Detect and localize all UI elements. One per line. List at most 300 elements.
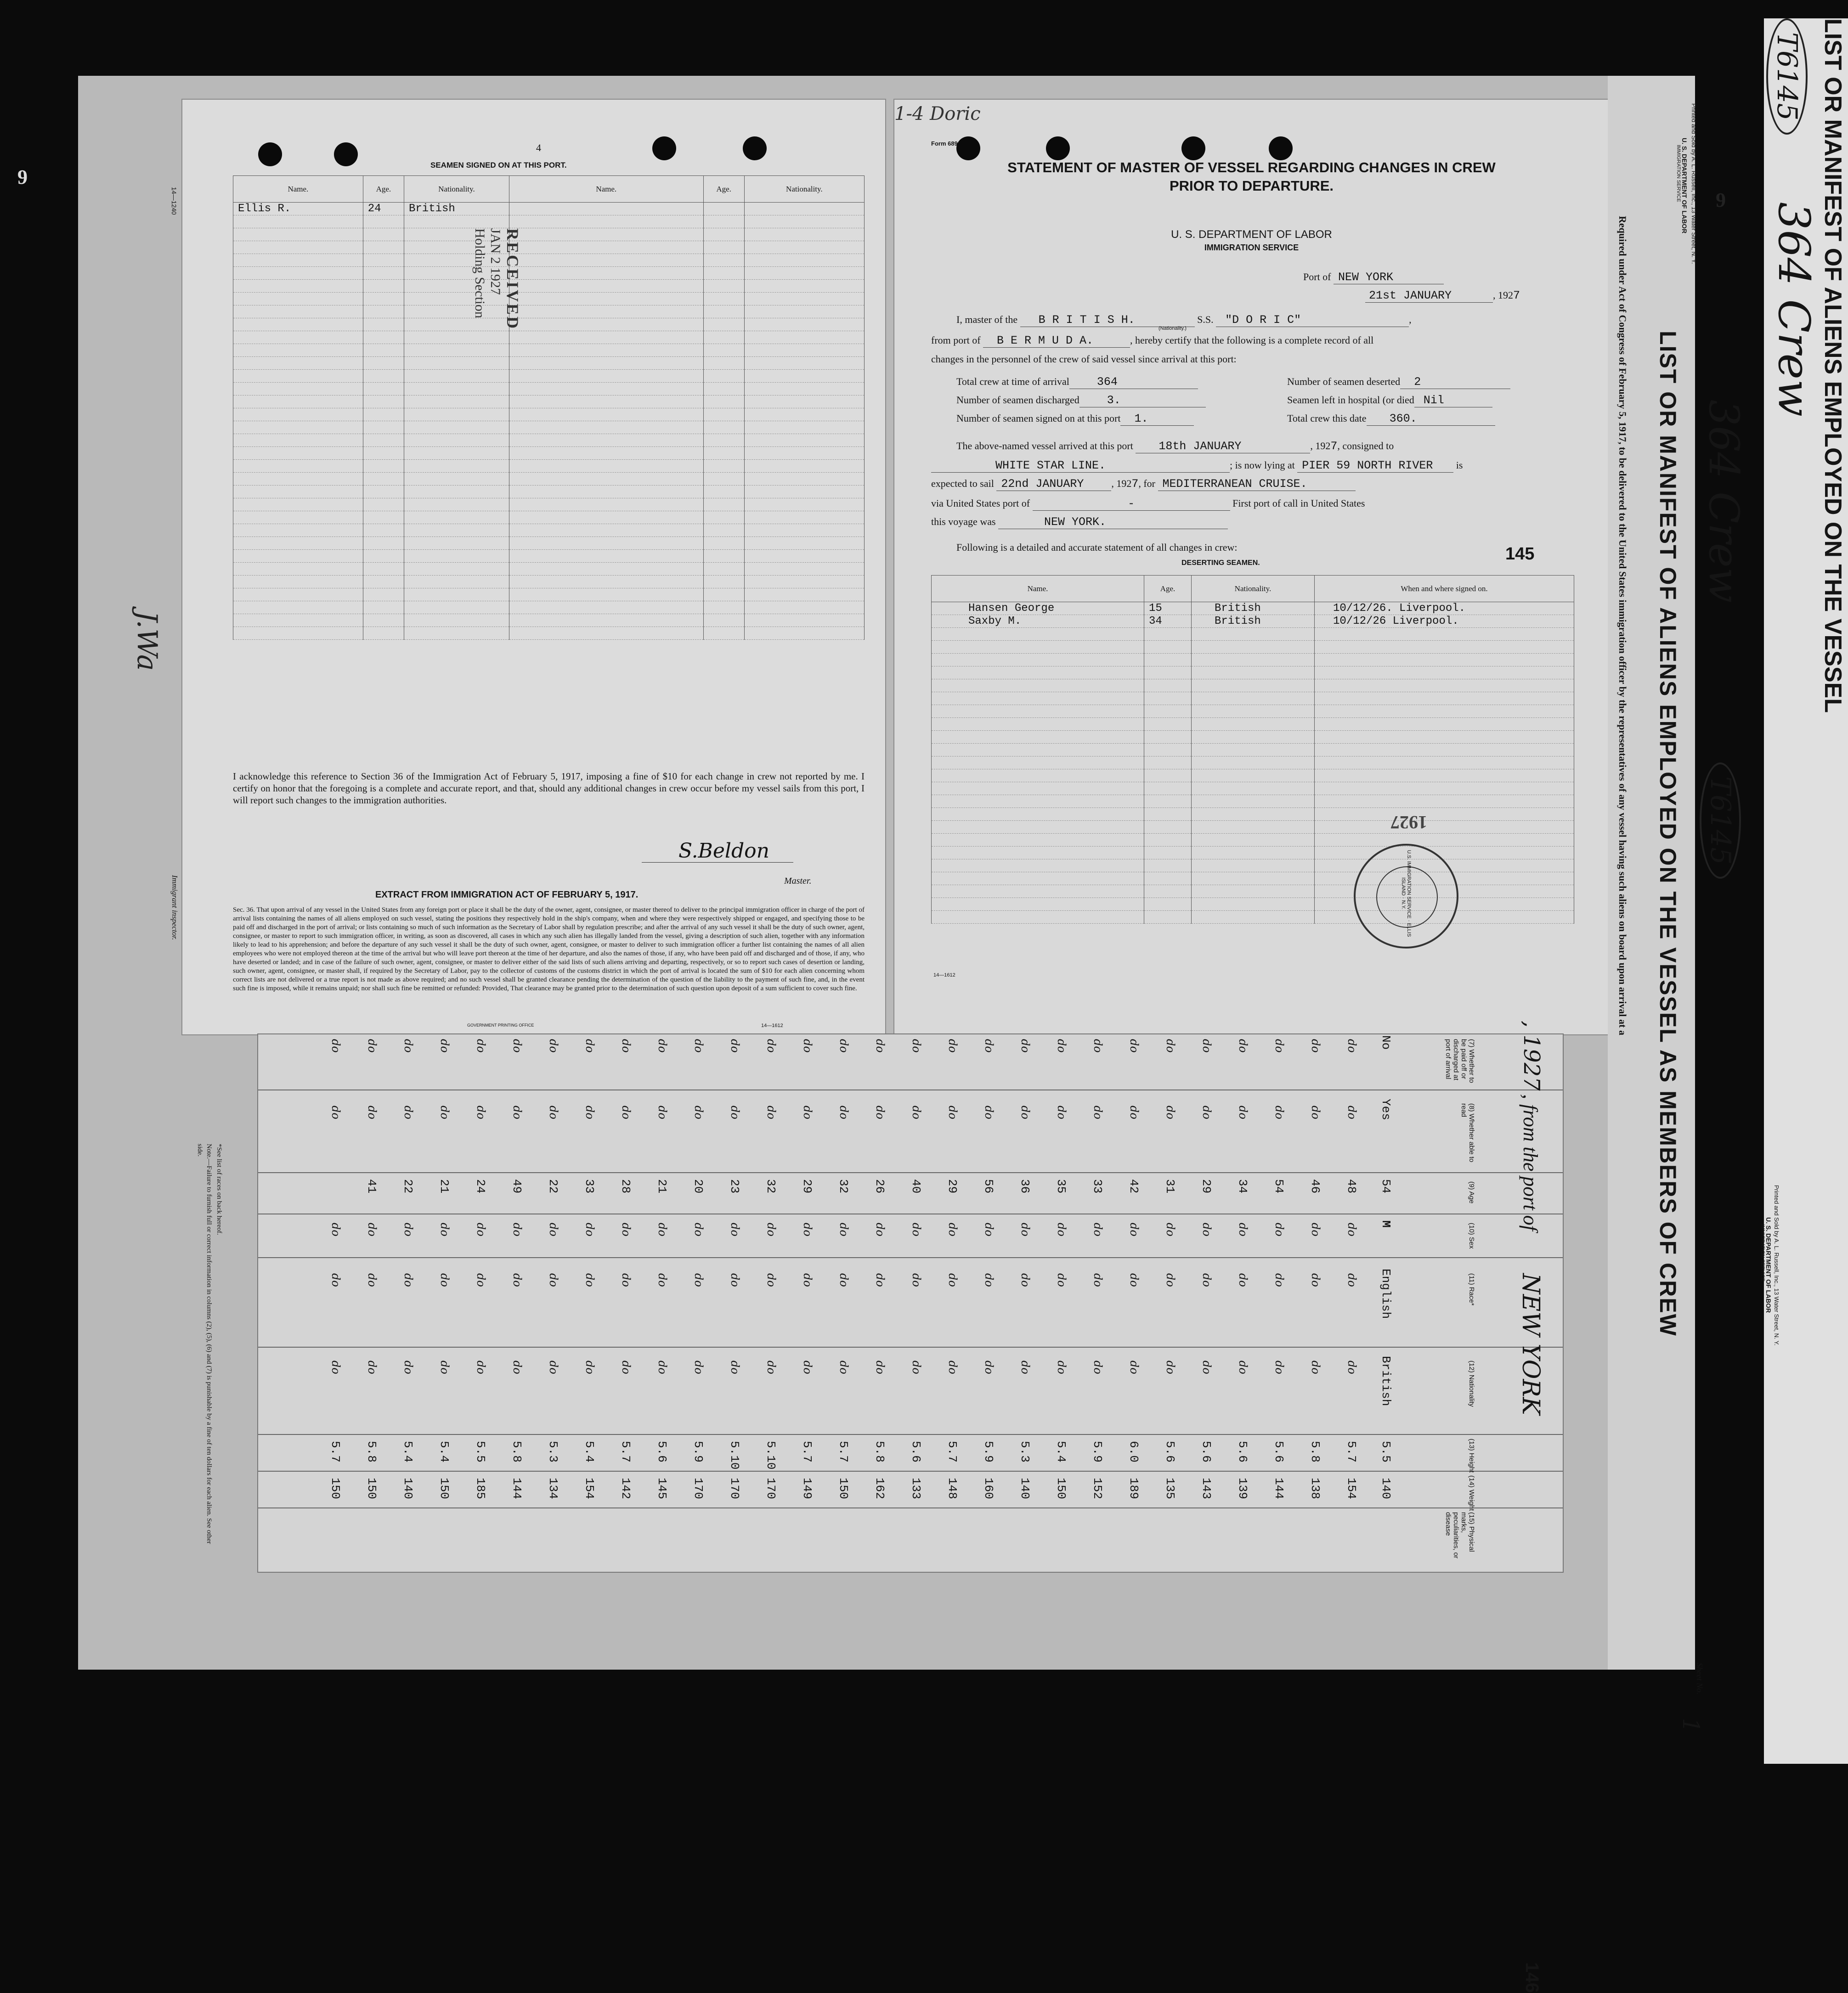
manifest-cell: do [1200, 1361, 1213, 1374]
manifest-cell: do [475, 1273, 487, 1287]
manifest-cell: do [1091, 1223, 1104, 1236]
col-age: Age. [363, 176, 404, 203]
consignee: WHITE STAR LINE. [931, 459, 1230, 473]
page-title: SEAMEN SIGNED ON AT THIS PORT. [430, 161, 567, 169]
manifest-cell: do [366, 1273, 379, 1287]
manifest-cell: do [1200, 1039, 1213, 1053]
col-header-read: (8) Whether able to read [1460, 1103, 1475, 1163]
page-stamp-number: 145 [1505, 544, 1535, 564]
manifest-cell: do [946, 1106, 959, 1119]
changes-line: changes in the personnel of the crew of said vessel since arrival at this port: [931, 353, 1237, 365]
manifest-cell: 49 [510, 1179, 524, 1194]
seamen-signed-on: 1. [1120, 412, 1194, 426]
manifest-cell: do [438, 1039, 451, 1053]
manifest-cell: do [983, 1106, 995, 1119]
following-line: Following is a detailed and accurate statement of all changes in crew: [956, 542, 1238, 553]
manifest-cell: do [729, 1039, 741, 1053]
manifest-cell: do [1128, 1273, 1141, 1287]
weight-first: 140 [1379, 1478, 1393, 1499]
extract-text: Sec. 36. That upon arrival of any vessel in the United States from any foreign port or place it shall be the duty of the owner, agent, consignee, or master thereof to deliver to the principal immigration officer in charge of the port of arrival lists containing the names of all aliens employed on such vessel, stating the positions they respectively hold in the ship's company, when and where they were respectively shipped or engaged, and specifying those to be paid off and discharged in the port of arrival; or lists containing so much of such information as the Secretary of Labor shall by regulation prescribe; and after the arrival of any such vessel it shall be the duty of such owner, agent, consignee, or master to report to such immigration officer, in writing, as soon as discovered, all cases in which any such alien has illegally landed from the vessel, giving a description of such alien, together with any information likely to lead to his apprehension; and before the departure of any such vessel it shall be the duty of such owner, agent, consignee, or master to deliver to such immigration officer a further list containing the names of all alien employees who were not employed thereon at the time of the arrival but who will leave port thereon at the time of her departure, and also the names of those, if any, who have been paid off and discharged and of those, if any, who have deserted or landed; and in case of the failure of such owner, agent, consignee, or master to deliver either of the said lists of such aliens arriving and departing, respectively, or so to report such cases of desertion or landing, such owner, agent, consignee, or master shall, if required by the Secretary of Labor, pay to the collector of customs of the customs district in which the port of arrival is located the sum of $10 for each alien concerning whom correct lists are not delivered or a true report is not made as above required; and no such vessel shall be granted clearance pending the determination of the question of the liability to the payment of such fine, and, in the event such fine is imposed, while it remains unpaid; nor shall such fine be remitted or refunded: Provided, That clearance may be granted prior to the determination of such question upon deposit of a sum sufficient to cover such fine. [233, 906, 865, 992]
col-name: Name. [932, 576, 1144, 602]
statement-of-master-page [893, 99, 1610, 1035]
row-divider [258, 1471, 1563, 1472]
manifest-cell: do [329, 1361, 342, 1374]
punch-hole [956, 136, 980, 160]
manifest-cell: do [692, 1361, 705, 1374]
read-first: Yes [1379, 1099, 1393, 1120]
manifest-cell: do [1345, 1039, 1358, 1053]
manifest-cell: 5.8 [873, 1441, 887, 1462]
deserter-age: 15 [1144, 602, 1192, 615]
manifest-cell: do [1164, 1361, 1177, 1374]
date-line: 21st JANUARY , 1927 [1365, 289, 1520, 303]
col-name-2: Name. [509, 176, 703, 203]
manifest-cell: 142 [619, 1478, 633, 1499]
manifest-cell: do [329, 1039, 342, 1053]
paid-off-first: No [1379, 1035, 1393, 1050]
manifest-cell: 40 [909, 1179, 923, 1194]
manifest-cell: 134 [546, 1478, 560, 1499]
footer-ref: 14—1612 [761, 1023, 783, 1028]
manifest-cell: do [729, 1223, 741, 1236]
manifest-cell: 150 [836, 1478, 850, 1499]
seamen-discharged: 3. [1079, 394, 1206, 407]
manifest-cell: do [475, 1361, 487, 1374]
manifest-cell: 5.9 [1091, 1441, 1104, 1462]
statement-title-2: PRIOR TO DEPARTURE. [1169, 178, 1334, 194]
edge-dept: U. S. DEPARTMENT OF LABOR [1765, 1217, 1772, 1313]
punch-hole [743, 136, 767, 160]
manifest-cell: do [511, 1039, 524, 1053]
manifest-cell: do [366, 1361, 379, 1374]
manifest-cell: do [656, 1039, 669, 1053]
manifest-cell: do [547, 1106, 560, 1119]
manifest-cell: do [620, 1361, 633, 1374]
manifest-cell: do [729, 1273, 741, 1287]
manifest-cell: 149 [800, 1478, 814, 1499]
manifest-cell: 5.6 [1199, 1441, 1213, 1462]
manifest-cell: do [620, 1223, 633, 1236]
col-age-2: Age. [703, 176, 744, 203]
table-row [233, 203, 865, 215]
handwritten-reference: T6145 [1700, 762, 1741, 879]
manifest-cell: 5.8 [365, 1441, 379, 1462]
manifest-cell: 154 [582, 1478, 596, 1499]
manifest-cell: 189 [1127, 1478, 1141, 1499]
master-line: I, master of the B R I T I S H. S.S. "D O R I C" , [956, 313, 1412, 327]
manifest-cell: 5.7 [800, 1441, 814, 1462]
manifest-cell: do [1091, 1361, 1104, 1374]
manifest-cell: 154 [1345, 1478, 1358, 1499]
stamp-section: Holding Section [472, 228, 487, 318]
stat-row: Seamen left in hospital (or died Nil [1287, 394, 1492, 407]
stamp-received: RECEIVED [503, 228, 522, 331]
manifest-cell: do [801, 1361, 814, 1374]
stat-row: Number of seamen deserted 2 [1287, 375, 1510, 389]
edge-printer: Printed and Sold by A. L. Russell, Inc., 13 Water Street, N. Y. [1773, 1185, 1780, 1346]
sheet-number: 1 [1678, 1718, 1704, 1733]
manifest-cell: do [874, 1361, 887, 1374]
manifest-cell: do [692, 1223, 705, 1236]
manifest-cell: do [837, 1273, 850, 1287]
manifest-cell: do [874, 1039, 887, 1053]
from-port-phrase: , from the port of [1519, 1094, 1542, 1231]
col-header-weight: (14) Weight [1468, 1475, 1475, 1511]
manifest-cell: 5.10 [764, 1441, 778, 1470]
punch-hole [652, 136, 676, 160]
manifest-cell: do [983, 1223, 995, 1236]
total-crew-this-date: 360. [1367, 412, 1495, 426]
manifest-cell: 139 [1236, 1478, 1249, 1499]
manifest-cell: do [547, 1361, 560, 1374]
manifest-cell: do [837, 1361, 850, 1374]
manifest-cell: do [511, 1273, 524, 1287]
manifest-cell: 29 [1199, 1179, 1213, 1194]
manifest-cell: do [547, 1039, 560, 1053]
manifest-cell: do [1200, 1223, 1213, 1236]
manifest-cell: 33 [582, 1179, 596, 1194]
punch-hole [1181, 136, 1205, 160]
manifest-cell: 22 [546, 1179, 560, 1194]
manifest-cell: 5.6 [1236, 1441, 1249, 1462]
manifest-cell: 41 [365, 1179, 379, 1194]
manifest-cell: do [547, 1223, 560, 1236]
manifest-cell: do [765, 1273, 778, 1287]
col-nationality: Nationality. [404, 176, 509, 203]
col-header-race: (11) Race* [1468, 1273, 1475, 1306]
stat-row: Total crew this date 360. [1287, 412, 1495, 426]
manifest-cell: do [438, 1273, 451, 1287]
manifest-cell: 152 [1091, 1478, 1104, 1499]
manifest-cell: 5.6 [909, 1441, 923, 1462]
nationality-value: B R I T I S H. [1020, 313, 1195, 327]
manifest-cell: do [946, 1223, 959, 1236]
statement-title: STATEMENT OF MASTER OF VESSEL REGARDING CHANGES IN CREW [1007, 159, 1496, 175]
manifest-cell: 35 [1054, 1179, 1068, 1194]
manifest-cell: do [837, 1106, 850, 1119]
signature-line [642, 862, 793, 863]
deserter-age: 34 [1144, 615, 1192, 628]
lying-at: PIER 59 NORTH RIVER [1297, 459, 1453, 473]
manifest-cell: do [438, 1106, 451, 1119]
manifest-cell: do [1273, 1361, 1286, 1374]
arrived-date: 18th JANUARY [1136, 440, 1310, 453]
manifest-cell: 140 [401, 1478, 415, 1499]
footnote-races: *See list of races on back hereof. [215, 1144, 223, 1235]
manifest-cell: do [1345, 1273, 1358, 1287]
date-value: 21st JANUARY [1365, 289, 1493, 303]
manifest-cell: 21 [655, 1179, 669, 1194]
handwritten-year: , 1927 [1519, 1021, 1544, 1091]
manifest-cell: 26 [873, 1179, 887, 1194]
deserter-name: Saxby M. [932, 615, 1144, 628]
manifest-cell: do [438, 1361, 451, 1374]
manifest-cell: 5.6 [1272, 1441, 1286, 1462]
manifest-cell: do [946, 1361, 959, 1374]
manifest-port: NEW YORK [1517, 1273, 1544, 1415]
manifest-cell: do [1019, 1223, 1032, 1236]
manifest-cell: 29 [945, 1179, 959, 1194]
manifest-cell: do [1128, 1106, 1141, 1119]
manifest-cell: do [837, 1039, 850, 1053]
manifest-cell: do [1200, 1273, 1213, 1287]
acknowledgement-text: I acknowledge this reference to Section 36 of the Immigration Act of February 5, 1917, imposing a fine of $10 for each change in crew not reported by me. I certify on honor that the foregoing is a complete and accurate report, and that, should any additional changes in crew occur before my vessel sails from this port, I will report such changes to the immigration authorities. [233, 771, 865, 806]
manifest-cell: do [1273, 1273, 1286, 1287]
manifest-cell: do [402, 1361, 415, 1374]
col-nationality-2: Nationality. [744, 176, 864, 203]
manifest-cell: do [1237, 1106, 1249, 1119]
manifest-cell: do [475, 1039, 487, 1053]
manifest-cell: do [583, 1361, 596, 1374]
expected-line: expected to sail 22nd JANUARY , 1927, for MEDITERRANEAN CRUISE. [931, 477, 1356, 491]
manifest-cell: do [583, 1223, 596, 1236]
manifest-cell: do [1345, 1361, 1358, 1374]
form-number: Form 689 [931, 140, 958, 147]
row-divider [258, 1172, 1563, 1173]
manifest-cell: do [1055, 1039, 1068, 1053]
manifest-cell: 54 [1272, 1179, 1286, 1194]
manifest-cell: 170 [764, 1478, 778, 1499]
manifest-cell: do [801, 1039, 814, 1053]
date-year: 7 [1513, 289, 1520, 302]
manifest-cell: do [1237, 1223, 1249, 1236]
manifest-cell: do [1309, 1223, 1322, 1236]
seaman-name: Ellis R. [233, 203, 363, 215]
manifest-cell: do [1128, 1223, 1141, 1236]
col-header-age: (9) Age [1468, 1181, 1475, 1204]
seamen-deserted: 2 [1400, 375, 1510, 389]
department: U. S. DEPARTMENT OF LABOR [1171, 228, 1332, 241]
master-label: Master. [784, 876, 812, 886]
col-header-paid-off: (7) Whether to be paid off or discharged at port of arrival [1444, 1039, 1475, 1083]
manifest-cell: 5.3 [546, 1441, 560, 1462]
manifest-cell: do [946, 1273, 959, 1287]
arrived-year: 7 [1330, 440, 1338, 453]
manifest-cell: 144 [1272, 1478, 1286, 1499]
sheet-label: Sheet No. [1695, 1663, 1704, 1694]
destination: MEDITERRANEAN CRUISE. [1158, 477, 1356, 491]
received-stamp [472, 228, 522, 330]
handwritten-crew-count: 364 Crew [1700, 400, 1748, 603]
manifest-title: LIST OR MANIFEST OF ALIENS EMPLOYED ON THE VESSEL AS MEMBERS OF CREW [1655, 331, 1681, 1337]
manifest-cell: do [1200, 1106, 1213, 1119]
manifest-cell: do [402, 1039, 415, 1053]
handwritten-note: 1-4 Doric [894, 103, 981, 124]
via-line: via United States port of - First port of call in United States [931, 497, 1365, 510]
height-first: 5.5 [1379, 1441, 1393, 1462]
manifest-cell: do [801, 1223, 814, 1236]
col-name: Name. [233, 176, 363, 203]
manifest-cell: do [874, 1223, 887, 1236]
manifest-cell: do [1164, 1106, 1177, 1119]
col-header-physical-marks: (15) Physical marks, peculiarities, or disease [1444, 1512, 1475, 1558]
manifest-cell: 150 [328, 1478, 342, 1499]
manifest-cell: do [475, 1106, 487, 1119]
edge-crew-count: 364 Crew [1769, 202, 1819, 417]
manifest-cell: 22 [401, 1179, 415, 1194]
deserter-nationality: British [1192, 615, 1315, 628]
table-row [932, 602, 1574, 615]
manifest-cell: do [402, 1223, 415, 1236]
manifest-cell: do [656, 1223, 669, 1236]
manifest-cell: 160 [982, 1478, 995, 1499]
row-divider [258, 1434, 1563, 1435]
manifest-cell: 5.4 [1054, 1441, 1068, 1462]
manifest-cell: do [910, 1106, 923, 1119]
row-divider [258, 1507, 1563, 1508]
immigration-round-stamp [1354, 844, 1458, 949]
manifest-cell: do [511, 1223, 524, 1236]
manifest-cell: 21 [437, 1179, 451, 1194]
manifest-cell: do [1091, 1039, 1104, 1053]
stat-row: Number of seamen discharged 3. [956, 394, 1206, 407]
edge-reference: T6145 [1766, 18, 1808, 135]
manifest-cell: do [765, 1223, 778, 1236]
nationality-first: British [1379, 1356, 1393, 1406]
manifest-cell: do [1273, 1223, 1286, 1236]
manifest-cell: do [366, 1223, 379, 1236]
manifest-cell: 56 [982, 1179, 995, 1194]
manifest-cell: 185 [474, 1478, 487, 1499]
manifest-cell: 5.7 [328, 1441, 342, 1462]
manifest-cell: 145 [655, 1478, 669, 1499]
manifest-cell: 5.7 [619, 1441, 633, 1462]
manifest-cell: do [801, 1273, 814, 1287]
manifest-cell: do [910, 1223, 923, 1236]
manifest-cell: do [1237, 1039, 1249, 1053]
race-first: English [1379, 1269, 1393, 1319]
stat-row: Total crew at time of arrival 364 [956, 375, 1198, 389]
manifest-cell: 170 [691, 1478, 705, 1499]
manifest-cell: 150 [1054, 1478, 1068, 1499]
manifest-cell: do [765, 1039, 778, 1053]
manifest-cell: 5.10 [728, 1441, 741, 1470]
manifest-cell: 5.9 [691, 1441, 705, 1462]
manifest-cell: 31 [1163, 1179, 1177, 1194]
manifest-cell: 143 [1199, 1478, 1213, 1499]
deserter-signed-on: 10/12/26 Liverpool. [1315, 615, 1574, 628]
manifest-cell: 48 [1345, 1179, 1358, 1194]
manifest-cell: do [1273, 1039, 1286, 1053]
manifest-cell: 24 [474, 1179, 487, 1194]
manifest-cell: 170 [728, 1478, 741, 1499]
manifest-cell: do [1309, 1273, 1322, 1287]
manifest-cell: do [1055, 1273, 1068, 1287]
via-port: - [1033, 497, 1230, 511]
edge-title: LIST OR MANIFEST OF ALIENS EMPLOYED ON THE VESSEL [1820, 18, 1846, 713]
manifest-cell: 5.7 [945, 1441, 959, 1462]
manifest-cell: 29 [800, 1179, 814, 1194]
manifest-cell: do [1309, 1361, 1322, 1374]
punch-hole [1046, 136, 1070, 160]
manifest-cell: 32 [836, 1179, 850, 1194]
col-header-nationality: (12) Nationality [1468, 1361, 1475, 1407]
sail-year: 7 [1131, 477, 1139, 491]
manifest-cell: 5.7 [836, 1441, 850, 1462]
manifest-cell: do [656, 1361, 669, 1374]
manifest-cell: do [438, 1223, 451, 1236]
manifest-cell: 34 [1236, 1179, 1249, 1194]
manifest-cell: do [692, 1106, 705, 1119]
manifest-cell: 162 [873, 1478, 887, 1499]
manifest-cell: 5.8 [1308, 1441, 1322, 1462]
manifest-cell: do [547, 1273, 560, 1287]
extract-title: EXTRACT FROM IMMIGRATION ACT OF FEBRUARY 5, 1917. [375, 890, 639, 900]
manifest-cell: 5.9 [982, 1441, 995, 1462]
deserting-seamen-table [931, 575, 1574, 924]
manifest-cell: do [1055, 1106, 1068, 1119]
stamp-date: JAN 2 1927 [488, 228, 503, 295]
deserter-name: Hansen George [932, 602, 1144, 615]
manifest-cell: 5.4 [582, 1441, 596, 1462]
manifest-cell: do [1091, 1106, 1104, 1119]
manifest-cell: do [1345, 1106, 1358, 1119]
manifest-cell: do [656, 1273, 669, 1287]
manifest-cell: do [402, 1106, 415, 1119]
manifest-cell: do [874, 1106, 887, 1119]
manifest-cell: 148 [945, 1478, 959, 1499]
first-port-value: NEW YORK. [998, 515, 1228, 529]
stamp-year: 1927 [1390, 812, 1427, 833]
col-age: Age. [1144, 576, 1192, 602]
manifest-cell: do [1237, 1361, 1249, 1374]
deserter-nationality: British [1192, 602, 1315, 615]
manifest-cell: do [801, 1106, 814, 1119]
manifest-cell: 140 [1018, 1478, 1032, 1499]
manifest-cell: 5.6 [655, 1441, 669, 1462]
manifest-cell: 150 [365, 1478, 379, 1499]
manifest-cell: do [1273, 1106, 1286, 1119]
manifest-cell: do [1237, 1273, 1249, 1287]
manifest-cell: 5.4 [401, 1441, 415, 1462]
manifest-cell: do [837, 1223, 850, 1236]
manifest-cell: do [1309, 1039, 1322, 1053]
manifest-cell: 5.5 [474, 1441, 487, 1462]
stat-row: Number of seamen signed on at this port 1. [956, 412, 1194, 426]
manifest-cell: 32 [764, 1179, 778, 1194]
manifest-cell: do [583, 1106, 596, 1119]
manifest-cell: do [983, 1273, 995, 1287]
manifest-cell: do [729, 1361, 741, 1374]
consignee-line: WHITE STAR LINE. ; is now lying at PIER 59 NORTH RIVER is [931, 459, 1463, 473]
manifest-cell: do [1164, 1039, 1177, 1053]
section-title: DESERTING SEAMEN. [1181, 559, 1260, 567]
from-port-value: B E R M U D A. [983, 334, 1130, 348]
manifest-cell: do [765, 1106, 778, 1119]
manifest-cell: do [511, 1361, 524, 1374]
manifest-cell: do [1128, 1361, 1141, 1374]
printer-line: GOVERNMENT PRINTING OFFICE [467, 1023, 534, 1028]
nationality-caption: (Nationality.) [1159, 326, 1187, 331]
left-edge-number: 9 [17, 166, 28, 188]
manifest-cell: 5.7 [1345, 1441, 1358, 1462]
manifest-cell: 42 [1127, 1179, 1141, 1194]
immigrant-inspector: Immigrant inspector. [170, 875, 179, 940]
printer-credit: Printed and Sold by A. L. Russell, Inc., 13 Water Street, N. Y. [1690, 103, 1697, 264]
signed-on-table [233, 175, 865, 640]
inspector-signature: J.Wa [131, 611, 163, 671]
port-line: Port of NEW YORK [1303, 271, 1444, 284]
manifest-cell: 23 [728, 1179, 741, 1194]
page-number: 4 [536, 142, 541, 153]
punch-hole [1269, 136, 1293, 160]
manifest-cell: do [692, 1039, 705, 1053]
voyage-line: this voyage was NEW YORK. [931, 515, 1228, 529]
age-first: 54 [1379, 1179, 1393, 1194]
port-value: NEW YORK [1334, 271, 1444, 284]
manifest-cell: do [656, 1106, 669, 1119]
manifest-cell: do [583, 1273, 596, 1287]
